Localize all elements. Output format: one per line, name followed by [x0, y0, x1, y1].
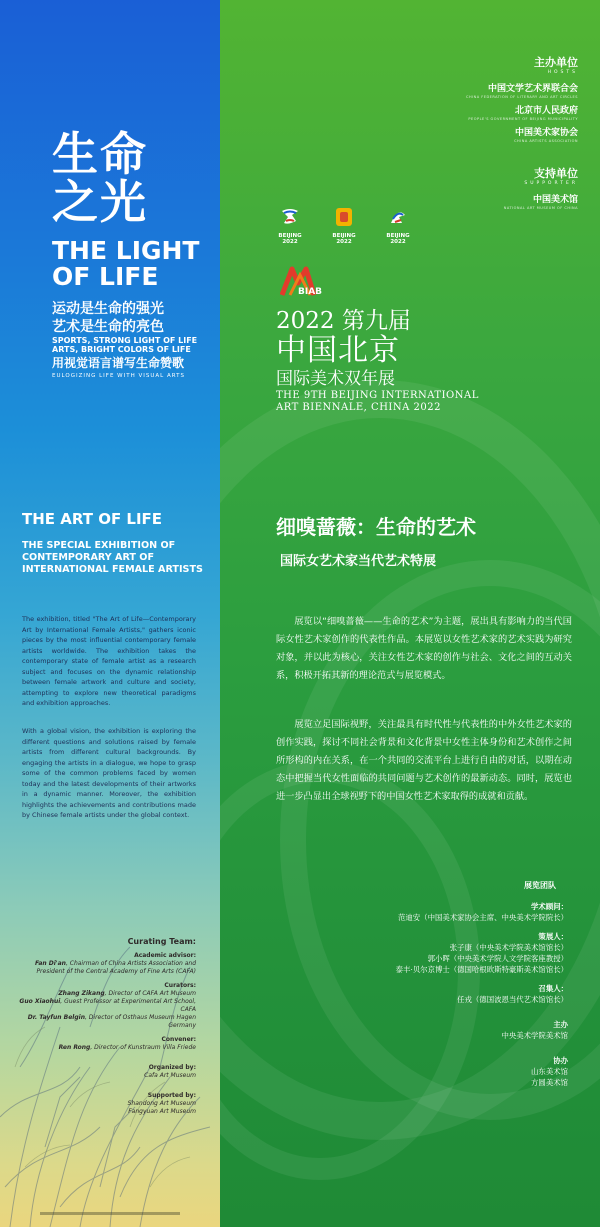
motto-cn: 用视觉语言谱写生命赞歌 — [52, 356, 185, 370]
supporter-org-en: NATIONAL ART MUSEUM OF CHINA — [503, 206, 578, 210]
role-value: 泰丰·贝尔京博士（德国哈根欧斯特豪斯美术馆馆长） — [395, 965, 568, 974]
person-name: Dr. Tayfun Belgin — [27, 1014, 85, 1021]
person-note: , Chairman of China Artists Association and President of the Central Academy of Fine Arts (CAFA) — [36, 960, 196, 975]
role-value: 范迪安（中国美术家协会主席、中央美术学院院长） — [398, 913, 568, 922]
supporter: Fangyuan Art Museum — [128, 1108, 196, 1115]
intro-paragraph-en: The exhibition, titled "The Art of Life—Contemporary Art by International Female Artists," gathers iconic pieces by the most influential contemporary female artists worldwide. The exhibition takes the contemporary state of female artist as a research subject and focuses on the dynamic relationship between female artwork and culture and society, attempting to explore new theoretical paradigms and exhibition approaches. — [22, 615, 196, 707]
motto-cn: 运动是生命的强光 — [52, 301, 164, 317]
role-label: 召集人： — [538, 984, 568, 993]
supporter-org: 中国美术馆 — [532, 195, 578, 205]
person-note: , Director of Kunstraum Villa Friede — [90, 1044, 196, 1051]
supporter-label: 支持单位 — [534, 167, 578, 180]
role-value: 中央美术学院美术馆 — [501, 1031, 568, 1040]
curating-team-en — [6, 938, 196, 1116]
role-label: Curators: — [164, 982, 196, 989]
emblem-caption: BEIJING 2022 — [278, 233, 302, 245]
exhibition-title-cn: 细嗅蔷薇：生命的艺术 — [276, 515, 476, 539]
intro-paragraph-cn: 展览以“细嗅蔷薇——生命的艺术”为主题，展出具有影响力的当代国际女性艺术家创作的代表性作品。本展览以女性艺术家的艺术实践为研究对象，并以此为核心，关注女性艺术家的创作与社会、文化之间的互动关系，积极开拓其新的理论范式与展览模式。 — [276, 616, 572, 681]
role-label: Organized by: — [148, 1064, 196, 1071]
hosts-label-en: HOSTS — [547, 70, 578, 75]
biennale-line: 2022 第九届 — [276, 308, 411, 334]
person-name: Zhang Zikang — [58, 990, 105, 997]
paralympic-emblem — [378, 205, 418, 245]
biennale-line-en: ART BIENNALE, CHINA 2022 — [276, 402, 441, 413]
biennale-line: 中国北京 — [276, 333, 400, 368]
host-org: 中国美术家协会 — [514, 128, 578, 138]
host-org: 中国文学艺术界联合会 — [487, 84, 578, 94]
role-entry — [6, 990, 196, 998]
olympic-emblem — [270, 205, 310, 245]
person-note: , Director of CAFA Art Museum — [104, 990, 196, 997]
supporter: Shandong Art Museum — [127, 1100, 196, 1107]
role-entry — [6, 960, 196, 976]
host-org: 北京市人民政府 — [514, 106, 578, 116]
host-org-en: PEOPLE'S GOVERNMENT OF BEIJING MUNICIPALITY — [468, 117, 578, 121]
host-org-en: CHINA FEDERATION OF LITERARY AND ART CIRCLES — [466, 95, 578, 99]
role-entry — [6, 1044, 196, 1052]
intro-paragraph-en: With a global vision, the exhibition is exploring the different questions and solutions raised by female artists from different cultural backgrounds. By engaging the artists in a dialogue, we hope to grasp some of the common problems faced by women today and the latest developments of their artworks in a dynamic manner. Moreover, the exhibition highlights the achievements and contributions made by Chinese female artists under the global context. — [22, 727, 196, 819]
footer-fineprint — [40, 1212, 180, 1215]
supporter-label-en: SUPPORTER — [524, 181, 578, 186]
person-note: , Guest Professor at Experimental Art School, CAFA — [60, 998, 196, 1013]
exhibition-subtitle-cn: 国际女艺术家当代艺术特展 — [280, 554, 437, 569]
role-entry — [6, 1014, 196, 1030]
person-name: Guo Xiaohui — [19, 998, 61, 1005]
big-title — [52, 127, 212, 229]
motto-cn: 艺术是生命的亮色 — [52, 319, 164, 335]
biennale-line: 国际美术双年展 — [276, 369, 395, 389]
motto-en: SPORTS, STRONG LIGHT OF LIFE — [52, 336, 198, 345]
olympic-emblem-icon — [278, 205, 302, 229]
role-label: 协办 — [553, 1056, 568, 1065]
english-title — [52, 238, 200, 290]
art-title: THE ART OF LIFE — [22, 510, 163, 528]
olympic-emblem — [324, 205, 364, 245]
motto-en: ARTS, BRIGHT COLORS OF LIFE — [52, 345, 191, 354]
role-label: 策展人： — [538, 932, 568, 941]
english-title-line: OF LIFE — [52, 262, 159, 291]
paralympic-emblem-icon — [386, 205, 410, 229]
role-label: Academic advisor: — [134, 952, 196, 959]
curating-head: Curating Team: — [127, 937, 196, 946]
role-value: 任戎（德国波恩当代艺术馆馆长） — [457, 995, 568, 1004]
hosts-label: 主办单位 — [534, 56, 578, 69]
olympic-emblems — [270, 205, 418, 245]
motto-block — [52, 300, 197, 380]
intro-paragraph-cn: 展览立足国际视野，关注最具有时代性与代表性的中外女性艺术家的创作实践，探讨不同社会背景和文化背景中女性主体身份和艺术创作之间所形构的内在关系，在一个共同的交流平台上进行自由的对话，以期在动态中把握当代女性面临的共同问题与艺术创作的最新动态。同时，展览也进一步凸显出全球视野下的中国女性艺术家取得的成就和贡献。 — [276, 719, 572, 802]
biab-label: BIAB — [298, 287, 323, 297]
left-panel — [0, 0, 220, 1227]
hosts-block — [466, 54, 578, 216]
biab-logo — [280, 265, 326, 305]
role-entry — [6, 998, 196, 1014]
role-label: Supported by: — [147, 1092, 196, 1099]
team-head: 展览团队 — [524, 881, 556, 890]
emblem-icon — [332, 205, 356, 229]
emblem-caption: BEIJING 2022 — [386, 233, 410, 245]
role-label: 学术顾问： — [531, 902, 568, 911]
role-value: 方圆美术馆 — [531, 1078, 568, 1087]
role-value: 山东美术馆 — [531, 1067, 568, 1076]
person-name: Fan Di'an — [34, 960, 66, 967]
role-value: 张子康（中央美术学院美术馆馆长） — [449, 943, 568, 952]
person-note: , Director of Osthaus Museum Hagen Germany — [84, 1014, 196, 1029]
person-name: Ren Rong — [58, 1044, 91, 1051]
emblem-caption: BEIJING 2022 — [332, 233, 356, 245]
art-subtitle: THE SPECIAL EXHIBITION OF CONTEMPORARY ART OF INTERNATIONAL FEMALE ARTISTS — [22, 540, 203, 575]
motto-en: EULOGIZING LIFE WITH VISUAL ARTS — [52, 373, 185, 379]
big-title-line: 之光 — [52, 175, 148, 229]
role-label: 主办 — [553, 1020, 568, 1029]
biennale-line-en: THE 9TH BEIJING INTERNATIONAL — [276, 390, 479, 401]
host-org-en: CHINA ARTISTS ASSOCIATION — [514, 139, 578, 143]
role-label: Convener: — [161, 1036, 196, 1043]
english-title-line: THE LIGHT — [52, 236, 200, 265]
organizer: Cafa Art Museum — [144, 1072, 196, 1079]
biennale-title — [276, 308, 479, 414]
role-value: 郭小晖（中央美术学院人文学院客座教授） — [427, 954, 568, 963]
exhibition-team-cn — [288, 880, 568, 1088]
big-title-line: 生命 — [52, 127, 148, 181]
